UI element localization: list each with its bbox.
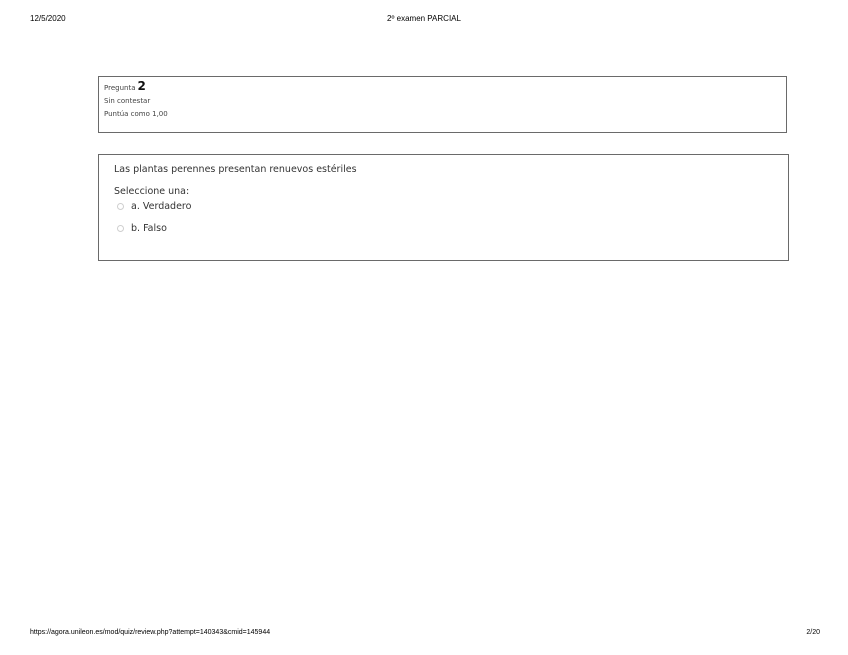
question-score: Puntúa como 1,00 <box>104 110 168 118</box>
question-text: Las plantas perennes presentan renuevos estériles <box>114 164 357 175</box>
answer-option-label: a. Verdadero <box>131 201 192 212</box>
answer-option-a[interactable] <box>114 200 773 213</box>
radio-button[interactable] <box>117 225 124 232</box>
radio-button[interactable] <box>117 203 124 210</box>
answer-option-b[interactable] <box>114 222 773 235</box>
question-prompt: Seleccione una: <box>114 186 190 197</box>
footer-page-number: 2/20 <box>806 629 820 636</box>
question-status: Sin contestar <box>104 97 151 105</box>
question-label: Pregunta <box>104 84 136 92</box>
footer-url: https://agora.unileon.es/mod/quiz/review.php?attempt=140343&cmid=145944 <box>30 629 271 636</box>
header-date: 12/5/2020 <box>30 14 66 23</box>
header-title: 2º examen PARCIAL <box>387 14 461 23</box>
question-info-box <box>98 76 787 133</box>
question-number: 2 <box>137 79 146 93</box>
answer-option-label: b. Falso <box>131 223 167 234</box>
question-content-box <box>98 154 789 261</box>
question-number-line <box>104 80 781 95</box>
